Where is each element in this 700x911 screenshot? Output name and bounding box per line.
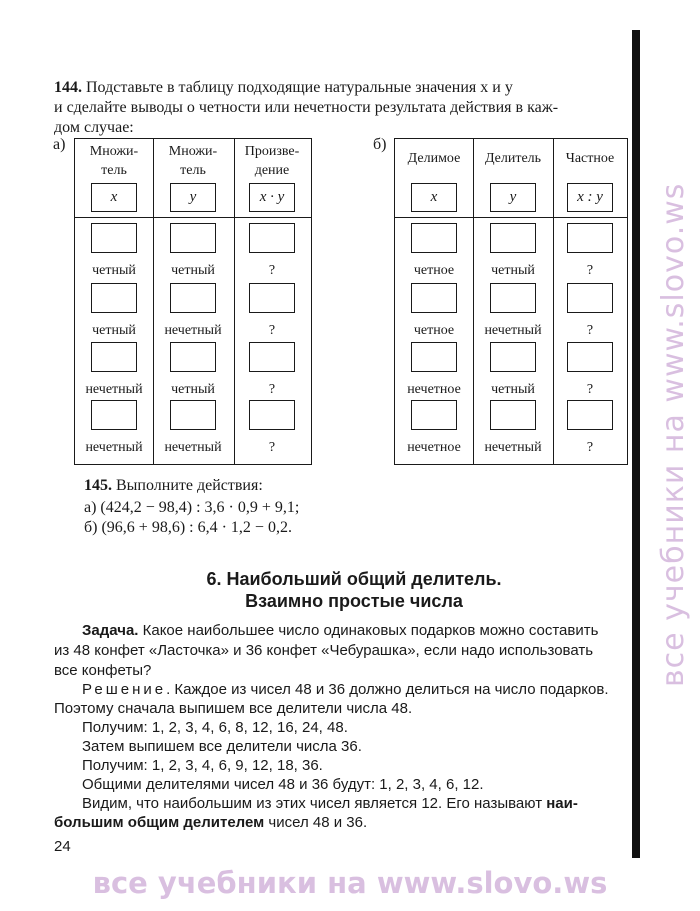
answer-input-box[interactable] [567,400,613,430]
task-144-number: 144. [54,79,82,96]
answer-input-box[interactable] [91,342,137,372]
table-header-1: Множи- тель [89,144,139,178]
parity-label: нечетный [85,382,143,397]
unknown-parity-mark: ? [586,323,594,338]
table-variable-box: x [91,183,137,212]
task-145-text: Выполните действия: [112,477,263,494]
answer-input-box[interactable] [411,342,457,372]
solution-line8-bold: большим общим делителем [54,814,265,831]
table-header-1: Делимое [407,151,461,166]
parity-label: четный [171,382,215,397]
table-header-2: Множи- тель [168,144,218,178]
parity-label: нечетный [85,440,143,455]
solution-line8: чисел 48 и 36. [264,814,368,831]
task-145-a: а) (424,2 − 98,4) : 3,6 · 0,9 + 9,1; [84,499,300,516]
solution-line5: Получим: 1, 2, 3, 4, 6, 9, 12, 18, 36. [82,757,323,774]
answer-input-box[interactable] [567,342,613,372]
section-title [54,568,634,612]
answer-input-box[interactable] [170,400,216,430]
answer-input-box[interactable] [411,283,457,313]
answer-input-box[interactable] [249,342,295,372]
solution-line1: . Каждое из чисел 48 и 36 должно делиться на число подарков. [166,681,609,698]
parity-label: четный [491,263,535,278]
parity-label: нечетный [164,323,222,338]
table-variable-box: x [411,183,457,212]
parity-label: четное [413,263,455,278]
answer-input-box[interactable] [91,283,137,313]
watermark-vertical: все учебники на www.slovo.ws [656,182,691,688]
task-144-intro [54,78,634,138]
task-144-line3: дом случае: [54,119,134,136]
answer-input-box[interactable] [249,283,295,313]
solution-block [54,680,634,832]
unknown-parity-mark: ? [268,382,276,397]
parity-label: четный [491,382,535,397]
task-144-line2: и сделайте выводы о четности или нечетности результата действия в каж- [54,99,559,116]
answer-input-box[interactable] [567,223,613,253]
problem-block [54,621,634,681]
parity-label: нечетное [407,382,461,397]
answer-input-box[interactable] [91,223,137,253]
table-b [394,138,628,465]
answer-input-box[interactable] [567,283,613,313]
table-variable-box: x · y [249,183,295,212]
unknown-parity-mark: ? [268,323,276,338]
answer-input-box[interactable] [411,400,457,430]
table-variable-box: y [170,183,216,212]
problem-label: Задача. [82,622,139,639]
parity-label: четный [92,263,136,278]
solution-line7: Видим, что наибольшим из этих чисел является 12. Его называют [82,795,547,812]
problem-line1: Какое наибольшее число одинаковых подарков можно составить [138,622,599,639]
solution-line7-bold: наи- [546,795,578,812]
table-variable-box: y [490,183,536,212]
task-145 [84,476,484,538]
unknown-parity-mark: ? [586,263,594,278]
task-145-b: б) (96,6 + 98,6) : 6,4 · 1,2 − 0,2. [84,519,292,536]
problem-line2: из 48 конфет «Ласточка» и 36 конфет «Чебурашка», если надо использовать [54,642,594,659]
answer-input-box[interactable] [490,400,536,430]
table-header-3: Частное [565,151,615,166]
parity-label: нечетный [164,440,222,455]
table-header-2: Делитель [484,151,542,166]
table-a-label: а) [53,136,66,153]
table-header-3: Произве- дение [244,144,300,178]
section-title-line2: Взаимно простые числа [245,591,463,611]
task-145-number: 145. [84,477,112,494]
answer-input-box[interactable] [249,223,295,253]
solution-label: Решение [82,681,167,698]
unknown-parity-mark: ? [268,440,276,455]
answer-input-box[interactable] [490,223,536,253]
page-number: 24 [54,838,71,855]
unknown-parity-mark: ? [586,440,594,455]
answer-input-box[interactable] [170,342,216,372]
table-b-label: б) [373,136,387,153]
answer-input-box[interactable] [170,223,216,253]
parity-label: нечетный [484,323,542,338]
parity-label: четное [413,323,455,338]
unknown-parity-mark: ? [586,382,594,397]
problem-line3: все конфеты? [54,662,152,679]
solution-line4: Затем выпишем все делители числа 36. [82,738,362,755]
parity-label: нечетный [484,440,542,455]
solution-line6: Общими делителями чисел 48 и 36 будут: 1, 2, 3, 4, 6, 12. [82,776,484,793]
watermark-bottom: все учебники на www.slovo.ws [92,866,608,900]
answer-input-box[interactable] [490,342,536,372]
section-title-line1: 6. Наибольший общий делитель. [206,569,502,589]
unknown-parity-mark: ? [268,263,276,278]
solution-line3: Получим: 1, 2, 3, 4, 6, 8, 12, 16, 24, 48. [82,719,348,736]
answer-input-box[interactable] [411,223,457,253]
parity-label: нечетное [407,440,461,455]
solution-line2: Поэтому сначала выпишем все делители числа 48. [54,700,413,717]
answer-input-box[interactable] [91,400,137,430]
task-144-line1: Подставьте в таблицу подходящие натуральные значения x и y [82,79,513,96]
answer-input-box[interactable] [490,283,536,313]
table-variable-box: x : y [567,183,613,212]
answer-input-box[interactable] [170,283,216,313]
answer-input-box[interactable] [249,400,295,430]
parity-label: четный [171,263,215,278]
page-edge-bar [632,30,640,858]
table-a [74,138,312,465]
parity-label: четный [92,323,136,338]
